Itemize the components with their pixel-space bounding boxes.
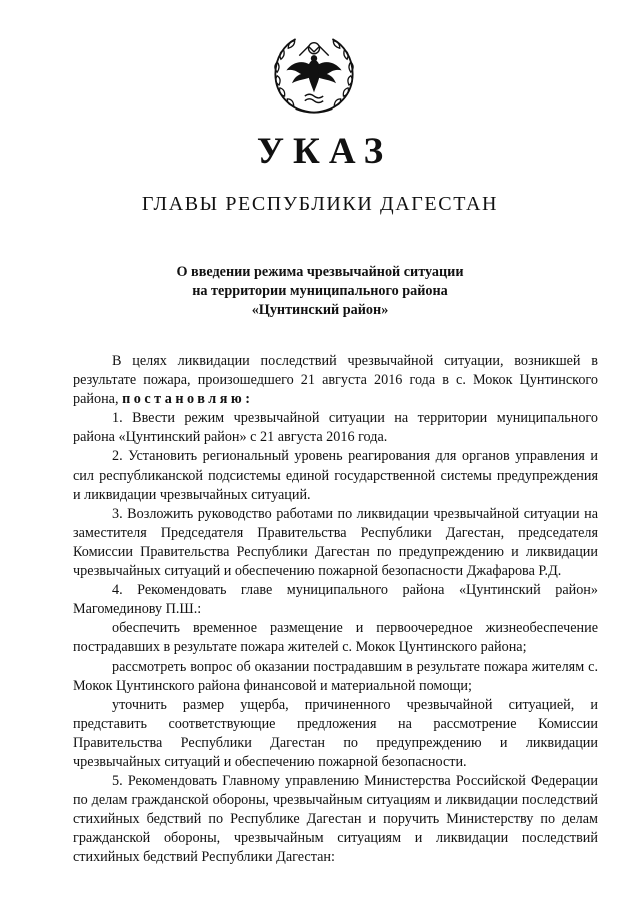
intro-paragraph [73, 352, 598, 409]
decree-title [0, 263, 640, 320]
paragraph-4-item: обеспечить временное размещение и первоочередное жизнеобеспечение пострадавших в результате пожара жителей с. Мокок Цунтинского района; [73, 620, 598, 656]
title-line: на территории муниципального района [192, 283, 448, 299]
paragraph-4: 4. Рекомендовать главе муниципального района «Цунтинский район» Магомединову П.Ш.: [73, 582, 598, 618]
paragraph-1: 1. Ввести режим чрезвычайной ситуации на территории муниципального района «Цунтинский район» с 21 августа 2016 года. [73, 410, 598, 446]
paragraph-3: 3. Возложить руководство работами по ликвидации чрезвычайной ситуации на заместителя Председателя Правительства Республики Дагестан, председателя Комиссии Правительства Республики Дагестан по предупреждению и ликвидации чрезвычайных ситуаций и обеспечению пожарной безопасности Джафарова Р.Д. [73, 505, 598, 580]
coat-of-arms-icon [268, 28, 360, 120]
title-line: «Цунтинский район» [251, 302, 389, 318]
intro-text: В целях ликвидации последствий чрезвычайной ситуации, возникшей в результате пожара, произошедшего 21 августа 2016 года в с. Мокок Цунтинского района, [73, 353, 598, 408]
title-line: О введении режима чрезвычайной ситуации [176, 264, 464, 280]
paragraph-5: 5. Рекомендовать Главному управлению Министерства Российской Федерации по делам гражданской обороны, чрезвычайным ситуациям и ликвидации последствий стихийных бедствий по Республике Дагестан и поручить Министерству по делам гражданской обороны, чрезвычайным ситуациям и ликвидации последствий стихийных бедствий Республики Дагестан: [73, 773, 598, 866]
decree-issuer: ГЛАВЫ РЕСПУБЛИКИ ДАГЕСТАН [141, 193, 499, 215]
paragraph-4-item: рассмотреть вопрос об оказании пострадавшим в результате пожара жителям с. Мокок Цунтинского района финансовой и материальной помощи; [73, 658, 598, 694]
decree-heading: УКАЗ [256, 131, 393, 172]
decree-body [73, 352, 598, 868]
paragraph-4-item: уточнить размер ущерба, причиненного чрезвычайной ситуацией, и представить соответствующие предложения на рассмотрение Комиссии Правительства Республики Дагестан по предупреждению и ликвидации чрезвычайных ситуаций и обеспечению пожарной безопасности. [73, 696, 598, 770]
decree-word: постановляю: [122, 391, 254, 408]
paragraph-2: 2. Установить региональный уровень реагирования для органов управления и сил республиканской подсистемы единой государственной системы предупреждения и ликвидации чрезвычайных ситуаций. [73, 448, 598, 503]
